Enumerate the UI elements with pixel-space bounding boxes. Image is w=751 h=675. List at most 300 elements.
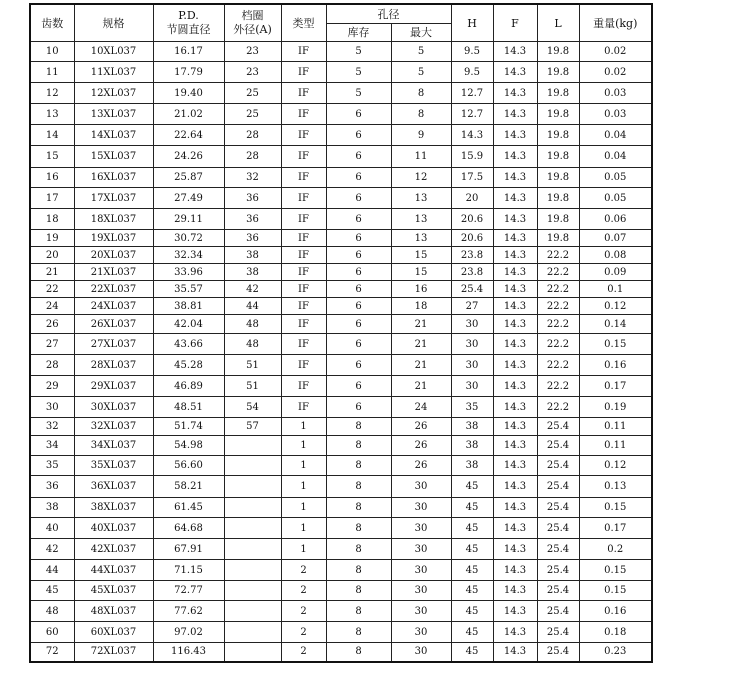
cell-type: IF (281, 62, 326, 83)
cell-f: 14.3 (493, 376, 537, 397)
cell-pitch-diameter: 61.45 (153, 498, 224, 518)
cell-f: 14.3 (493, 146, 537, 168)
cell-l: 19.8 (537, 125, 579, 146)
cell-l: 22.2 (537, 298, 579, 315)
cell-type: IF (281, 281, 326, 298)
cell-bore-max: 30 (391, 622, 451, 643)
cell-weight: 0.23 (579, 643, 652, 662)
header-bore-max: 最大 (391, 24, 451, 42)
cell-pitch-diameter: 42.04 (153, 315, 224, 334)
cell-pitch-diameter: 43.66 (153, 334, 224, 355)
cell-teeth: 40 (30, 518, 74, 539)
cell-l: 19.8 (537, 83, 579, 104)
cell-pitch-diameter: 72.77 (153, 581, 224, 601)
cell-teeth: 13 (30, 104, 74, 125)
cell-teeth: 11 (30, 62, 74, 83)
cell-bore-max: 11 (391, 146, 451, 168)
cell-bore-stock: 6 (326, 188, 391, 209)
cell-bore-stock: 6 (326, 315, 391, 334)
cell-f: 14.3 (493, 298, 537, 315)
cell-type: 2 (281, 601, 326, 622)
cell-type: IF (281, 315, 326, 334)
cell-f: 14.3 (493, 104, 537, 125)
cell-type: IF (281, 397, 326, 418)
cell-bore-max: 13 (391, 230, 451, 247)
cell-pitch-diameter: 30.72 (153, 230, 224, 247)
cell-pitch-diameter: 71.15 (153, 560, 224, 581)
cell-weight: 0.15 (579, 498, 652, 518)
cell-bore-stock: 6 (326, 281, 391, 298)
cell-weight: 0.05 (579, 188, 652, 209)
cell-type: 1 (281, 418, 326, 436)
cell-h: 30 (451, 376, 493, 397)
cell-bore-stock: 8 (326, 518, 391, 539)
cell-spec: 38XL037 (74, 498, 153, 518)
header-bore-stock: 库存 (326, 24, 391, 42)
cell-f: 14.3 (493, 498, 537, 518)
cell-spec: 48XL037 (74, 601, 153, 622)
cell-pitch-diameter: 38.81 (153, 298, 224, 315)
header-od-line2: 外径(A) (233, 23, 272, 36)
table-row (30, 315, 652, 334)
cell-bore-stock: 6 (326, 355, 391, 376)
table-row (30, 247, 652, 264)
header-weight: 重量(kg) (579, 4, 652, 42)
cell-type: IF (281, 298, 326, 315)
cell-weight: 0.15 (579, 581, 652, 601)
table-row (30, 601, 652, 622)
cell-outer-diameter (224, 601, 281, 622)
cell-outer-diameter: 36 (224, 209, 281, 230)
cell-bore-stock: 5 (326, 62, 391, 83)
cell-weight: 0.15 (579, 334, 652, 355)
cell-f: 14.3 (493, 230, 537, 247)
cell-f: 14.3 (493, 581, 537, 601)
cell-pitch-diameter: 64.68 (153, 518, 224, 539)
cell-bore-stock: 8 (326, 643, 391, 662)
cell-bore-stock: 6 (326, 247, 391, 264)
header-spec: 规格 (74, 4, 153, 42)
cell-outer-diameter (224, 498, 281, 518)
cell-f: 14.3 (493, 264, 537, 281)
cell-teeth: 27 (30, 334, 74, 355)
cell-spec: 11XL037 (74, 62, 153, 83)
cell-bore-max: 26 (391, 436, 451, 456)
table-row (30, 125, 652, 146)
table-row (30, 168, 652, 188)
cell-weight: 0.09 (579, 264, 652, 281)
table-header (30, 4, 652, 42)
cell-bore-stock: 6 (326, 104, 391, 125)
cell-f: 14.3 (493, 62, 537, 83)
header-f: F (493, 4, 537, 42)
cell-type: IF (281, 264, 326, 281)
cell-h: 45 (451, 539, 493, 560)
cell-outer-diameter: 36 (224, 230, 281, 247)
cell-teeth: 20 (30, 247, 74, 264)
cell-h: 9.5 (451, 62, 493, 83)
cell-pitch-diameter: 77.62 (153, 601, 224, 622)
cell-weight: 0.2 (579, 539, 652, 560)
cell-l: 25.4 (537, 436, 579, 456)
cell-spec: 24XL037 (74, 298, 153, 315)
cell-l: 19.8 (537, 168, 579, 188)
cell-f: 14.3 (493, 601, 537, 622)
cell-teeth: 26 (30, 315, 74, 334)
cell-outer-diameter: 25 (224, 83, 281, 104)
cell-f: 14.3 (493, 518, 537, 539)
cell-bore-stock: 8 (326, 498, 391, 518)
cell-teeth: 36 (30, 476, 74, 498)
cell-bore-stock: 5 (326, 83, 391, 104)
cell-spec: 42XL037 (74, 539, 153, 560)
cell-f: 14.3 (493, 643, 537, 662)
cell-h: 17.5 (451, 168, 493, 188)
cell-teeth: 17 (30, 188, 74, 209)
table-row (30, 355, 652, 376)
cell-bore-stock: 8 (326, 418, 391, 436)
cell-weight: 0.15 (579, 560, 652, 581)
cell-bore-stock: 5 (326, 42, 391, 62)
cell-bore-max: 9 (391, 125, 451, 146)
cell-f: 14.3 (493, 188, 537, 209)
cell-outer-diameter (224, 518, 281, 539)
cell-f: 14.3 (493, 476, 537, 498)
cell-weight: 0.19 (579, 397, 652, 418)
cell-weight: 0.03 (579, 83, 652, 104)
cell-teeth: 29 (30, 376, 74, 397)
cell-outer-diameter: 38 (224, 264, 281, 281)
cell-bore-max: 21 (391, 376, 451, 397)
cell-f: 14.3 (493, 125, 537, 146)
cell-bore-max: 8 (391, 83, 451, 104)
cell-h: 23.8 (451, 247, 493, 264)
cell-type: IF (281, 355, 326, 376)
header-od-line1: 档圈 (241, 9, 264, 22)
cell-l: 22.2 (537, 355, 579, 376)
cell-h: 45 (451, 581, 493, 601)
cell-pitch-diameter: 51.74 (153, 418, 224, 436)
cell-type: IF (281, 334, 326, 355)
cell-bore-max: 21 (391, 355, 451, 376)
cell-l: 25.4 (537, 518, 579, 539)
cell-f: 14.3 (493, 315, 537, 334)
cell-weight: 0.02 (579, 62, 652, 83)
cell-f: 14.3 (493, 418, 537, 436)
table-row (30, 581, 652, 601)
cell-bore-max: 12 (391, 168, 451, 188)
cell-l: 22.2 (537, 264, 579, 281)
cell-h: 45 (451, 643, 493, 662)
cell-h: 45 (451, 498, 493, 518)
cell-pitch-diameter: 54.98 (153, 436, 224, 456)
cell-type: IF (281, 188, 326, 209)
cell-f: 14.3 (493, 334, 537, 355)
table-row (30, 146, 652, 168)
cell-type: 1 (281, 436, 326, 456)
cell-weight: 0.02 (579, 42, 652, 62)
cell-outer-diameter (224, 581, 281, 601)
cell-bore-stock: 6 (326, 146, 391, 168)
cell-h: 12.7 (451, 104, 493, 125)
cell-f: 14.3 (493, 622, 537, 643)
pulley-spec-table (29, 3, 653, 663)
table-row (30, 498, 652, 518)
cell-l: 19.8 (537, 230, 579, 247)
cell-spec: 21XL037 (74, 264, 153, 281)
cell-h: 27 (451, 298, 493, 315)
cell-teeth: 16 (30, 168, 74, 188)
cell-type: 1 (281, 518, 326, 539)
cell-type: IF (281, 42, 326, 62)
cell-weight: 0.11 (579, 436, 652, 456)
cell-h: 45 (451, 476, 493, 498)
cell-h: 35 (451, 397, 493, 418)
cell-type: 1 (281, 456, 326, 476)
cell-spec: 20XL037 (74, 247, 153, 264)
cell-l: 25.4 (537, 539, 579, 560)
cell-weight: 0.16 (579, 355, 652, 376)
cell-outer-diameter (224, 622, 281, 643)
cell-bore-max: 30 (391, 518, 451, 539)
cell-pitch-diameter: 97.02 (153, 622, 224, 643)
cell-teeth: 48 (30, 601, 74, 622)
cell-l: 25.4 (537, 601, 579, 622)
cell-type: IF (281, 209, 326, 230)
table-row (30, 560, 652, 581)
cell-teeth: 24 (30, 298, 74, 315)
header-type: 类型 (281, 4, 326, 42)
cell-h: 23.8 (451, 264, 493, 281)
cell-bore-stock: 6 (326, 376, 391, 397)
cell-bore-stock: 6 (326, 264, 391, 281)
cell-type: IF (281, 168, 326, 188)
cell-spec: 19XL037 (74, 230, 153, 247)
cell-l: 19.8 (537, 104, 579, 125)
cell-type: 2 (281, 581, 326, 601)
cell-h: 38 (451, 436, 493, 456)
header-outer-diameter (224, 4, 281, 42)
cell-bore-max: 30 (391, 601, 451, 622)
cell-bore-stock: 6 (326, 125, 391, 146)
cell-teeth: 32 (30, 418, 74, 436)
cell-pitch-diameter: 58.21 (153, 476, 224, 498)
cell-type: IF (281, 125, 326, 146)
cell-teeth: 19 (30, 230, 74, 247)
cell-bore-max: 8 (391, 104, 451, 125)
cell-bore-max: 15 (391, 264, 451, 281)
cell-pitch-diameter: 17.79 (153, 62, 224, 83)
cell-l: 22.2 (537, 397, 579, 418)
cell-bore-max: 18 (391, 298, 451, 315)
cell-weight: 0.17 (579, 376, 652, 397)
cell-outer-diameter: 54 (224, 397, 281, 418)
cell-outer-diameter: 51 (224, 355, 281, 376)
table-row (30, 539, 652, 560)
table-row (30, 298, 652, 315)
cell-l: 25.4 (537, 456, 579, 476)
table-row (30, 397, 652, 418)
cell-outer-diameter: 23 (224, 62, 281, 83)
cell-weight: 0.16 (579, 601, 652, 622)
cell-weight: 0.04 (579, 125, 652, 146)
cell-bore-max: 30 (391, 539, 451, 560)
cell-f: 14.3 (493, 209, 537, 230)
table-row (30, 418, 652, 436)
cell-outer-diameter (224, 539, 281, 560)
header-pd-line1: P.D. (178, 9, 199, 22)
cell-bore-stock: 8 (326, 560, 391, 581)
cell-weight: 0.13 (579, 476, 652, 498)
cell-teeth: 60 (30, 622, 74, 643)
header-bore: 孔径 (326, 4, 451, 24)
cell-pitch-diameter: 116.43 (153, 643, 224, 662)
cell-weight: 0.17 (579, 518, 652, 539)
cell-teeth: 21 (30, 264, 74, 281)
cell-outer-diameter: 32 (224, 168, 281, 188)
cell-teeth: 12 (30, 83, 74, 104)
cell-l: 25.4 (537, 643, 579, 662)
cell-bore-stock: 8 (326, 436, 391, 456)
cell-pitch-diameter: 24.26 (153, 146, 224, 168)
table-row (30, 83, 652, 104)
cell-f: 14.3 (493, 539, 537, 560)
cell-f: 14.3 (493, 456, 537, 476)
cell-teeth: 15 (30, 146, 74, 168)
cell-l: 25.4 (537, 581, 579, 601)
cell-spec: 14XL037 (74, 125, 153, 146)
cell-teeth: 38 (30, 498, 74, 518)
cell-outer-diameter: 28 (224, 146, 281, 168)
cell-l: 19.8 (537, 209, 579, 230)
cell-l: 22.2 (537, 376, 579, 397)
cell-l: 19.8 (537, 146, 579, 168)
cell-h: 45 (451, 560, 493, 581)
cell-spec: 36XL037 (74, 476, 153, 498)
header-h: H (451, 4, 493, 42)
cell-outer-diameter: 48 (224, 334, 281, 355)
cell-teeth: 10 (30, 42, 74, 62)
cell-h: 45 (451, 601, 493, 622)
cell-h: 45 (451, 622, 493, 643)
cell-outer-diameter: 57 (224, 418, 281, 436)
cell-bore-stock: 6 (326, 298, 391, 315)
cell-type: 1 (281, 498, 326, 518)
cell-h: 15.9 (451, 146, 493, 168)
header-l: L (537, 4, 579, 42)
cell-bore-max: 5 (391, 62, 451, 83)
cell-pitch-diameter: 29.11 (153, 209, 224, 230)
cell-weight: 0.06 (579, 209, 652, 230)
cell-type: IF (281, 376, 326, 397)
cell-spec: 30XL037 (74, 397, 153, 418)
cell-pitch-diameter: 35.57 (153, 281, 224, 298)
cell-spec: 10XL037 (74, 42, 153, 62)
cell-l: 22.2 (537, 315, 579, 334)
cell-weight: 0.12 (579, 456, 652, 476)
cell-f: 14.3 (493, 436, 537, 456)
cell-bore-stock: 6 (326, 168, 391, 188)
cell-h: 38 (451, 418, 493, 436)
cell-spec: 17XL037 (74, 188, 153, 209)
cell-weight: 0.08 (579, 247, 652, 264)
cell-f: 14.3 (493, 560, 537, 581)
cell-l: 25.4 (537, 476, 579, 498)
cell-l: 25.4 (537, 418, 579, 436)
cell-f: 14.3 (493, 247, 537, 264)
cell-l: 25.4 (537, 560, 579, 581)
cell-bore-max: 26 (391, 418, 451, 436)
cell-pitch-diameter: 16.17 (153, 42, 224, 62)
cell-bore-max: 5 (391, 42, 451, 62)
cell-bore-stock: 6 (326, 209, 391, 230)
table-row (30, 476, 652, 498)
cell-h: 30 (451, 355, 493, 376)
cell-type: 2 (281, 560, 326, 581)
cell-h: 45 (451, 518, 493, 539)
cell-pitch-diameter: 21.02 (153, 104, 224, 125)
cell-bore-stock: 8 (326, 622, 391, 643)
cell-outer-diameter (224, 456, 281, 476)
cell-pitch-diameter: 19.40 (153, 83, 224, 104)
cell-teeth: 45 (30, 581, 74, 601)
table-row (30, 62, 652, 83)
cell-teeth: 35 (30, 456, 74, 476)
cell-f: 14.3 (493, 42, 537, 62)
table-row (30, 281, 652, 298)
cell-f: 14.3 (493, 355, 537, 376)
cell-spec: 28XL037 (74, 355, 153, 376)
cell-teeth: 72 (30, 643, 74, 662)
cell-bore-stock: 8 (326, 581, 391, 601)
header-pitch-diameter (153, 4, 224, 42)
cell-spec: 22XL037 (74, 281, 153, 298)
cell-spec: 44XL037 (74, 560, 153, 581)
cell-type: 2 (281, 622, 326, 643)
cell-spec: 16XL037 (74, 168, 153, 188)
cell-outer-diameter: 28 (224, 125, 281, 146)
cell-bore-max: 21 (391, 334, 451, 355)
cell-spec: 45XL037 (74, 581, 153, 601)
cell-l: 22.2 (537, 247, 579, 264)
cell-outer-diameter (224, 643, 281, 662)
cell-spec: 32XL037 (74, 418, 153, 436)
cell-spec: 29XL037 (74, 376, 153, 397)
cell-h: 20 (451, 188, 493, 209)
cell-teeth: 28 (30, 355, 74, 376)
table-row (30, 188, 652, 209)
cell-spec: 40XL037 (74, 518, 153, 539)
table-row (30, 104, 652, 125)
table-row (30, 456, 652, 476)
cell-bore-stock: 8 (326, 539, 391, 560)
cell-spec: 35XL037 (74, 456, 153, 476)
cell-outer-diameter (224, 560, 281, 581)
cell-bore-stock: 6 (326, 334, 391, 355)
cell-f: 14.3 (493, 397, 537, 418)
cell-teeth: 22 (30, 281, 74, 298)
table-row (30, 518, 652, 539)
cell-pitch-diameter: 27.49 (153, 188, 224, 209)
cell-type: IF (281, 230, 326, 247)
cell-h: 25.4 (451, 281, 493, 298)
cell-bore-max: 26 (391, 456, 451, 476)
cell-bore-stock: 8 (326, 476, 391, 498)
cell-l: 25.4 (537, 498, 579, 518)
cell-teeth: 44 (30, 560, 74, 581)
cell-outer-diameter (224, 476, 281, 498)
cell-outer-diameter (224, 436, 281, 456)
